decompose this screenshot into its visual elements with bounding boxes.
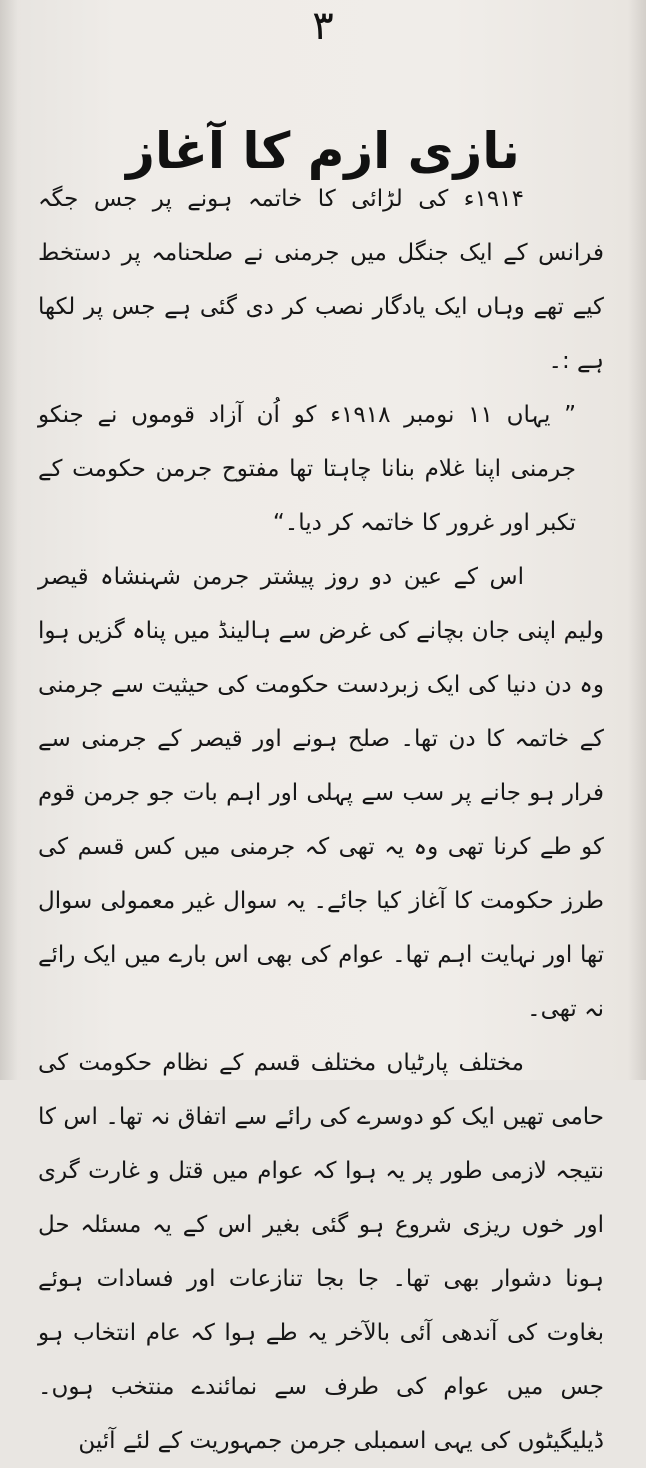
paragraph-1: ۱۹۱۴ء کی لڑائی کا خاتمہ ہونے پر جس جگہ فرانس کے ایک جنگل میں جرمنی نے صلحنامہ پر دستخط کیے تھے وہاں ایک یادگار نصب کر دی گئی ہے جس پر لکھا ہے :۔ bbox=[38, 186, 604, 374]
paragraph-4: مختلف پارٹیاں مختلف قسم کے نظام حکومت کی حامی تھیں ایک کو دوسرے کی رائے سے اتفاق نہ تھا۔ اس کا نتیجہ لازمی طور پر یہ ہوا کہ عوام میں قتل و غارت گری اور خوں ریزی شروع ہو گئی بغیر اس کے یہ مسئلہ حل ہونا دشوار بھی تھا۔ جا بجا تنازعات اور فسادات ہوئے بغاوت کی آندھی آئی بالآخر یہ طے ہوا کہ عام انتخاب ہو جس میں عوام کی طرف سے نمائندے منتخب ہوں۔ ڈیلیگیٹوں کی یہی اسمبلی جرمن جمہوریت کے لئے آئین bbox=[38, 1050, 604, 1454]
quoted-inscription: ” یہاں ۱۱ نومبر ۱۹۱۸ء کو اُن آزاد قوموں نے جنکو جرمنی اپنا غلام بنانا چاہتا تھا مفتوح جرمن حکومت کے تکبر اور غرور کا خاتمہ کر دیا۔“ bbox=[38, 402, 576, 536]
right-page-edge-shadow bbox=[628, 0, 646, 1080]
paragraph-3: اس کے عین دو روز پیشتر جرمن شہنشاہ قیصر ولیم اپنی جان بچانے کی غرض سے ہالینڈ میں پناہ گزیں ہوا وہ دن دنیا کی ایک زبردست حکومت کی حیثیت سے جرمنی کے خاتمہ کا دن تھا۔ صلح ہونے اور قیصر کے جرمنی سے فرار ہو جانے پر سب سے پہلی اور اہم بات جو جرمن قوم کو طے کرنا تھی وہ یہ تھی کہ جرمنی میں کس قسم کی طرز حکومت کا آغاز کیا جائے۔ یہ سوال غیر معمولی سوال تھا اور نہایت اہم تھا۔ عوام کی بھی اس بارے میں ایک رائے نہ تھی۔ bbox=[38, 564, 604, 1022]
chapter-title: نازی ازم کا آغاز bbox=[126, 121, 520, 180]
page-number: ٣ bbox=[312, 3, 334, 49]
body-text bbox=[38, 172, 604, 1468]
left-page-edge-shadow bbox=[0, 0, 18, 1080]
